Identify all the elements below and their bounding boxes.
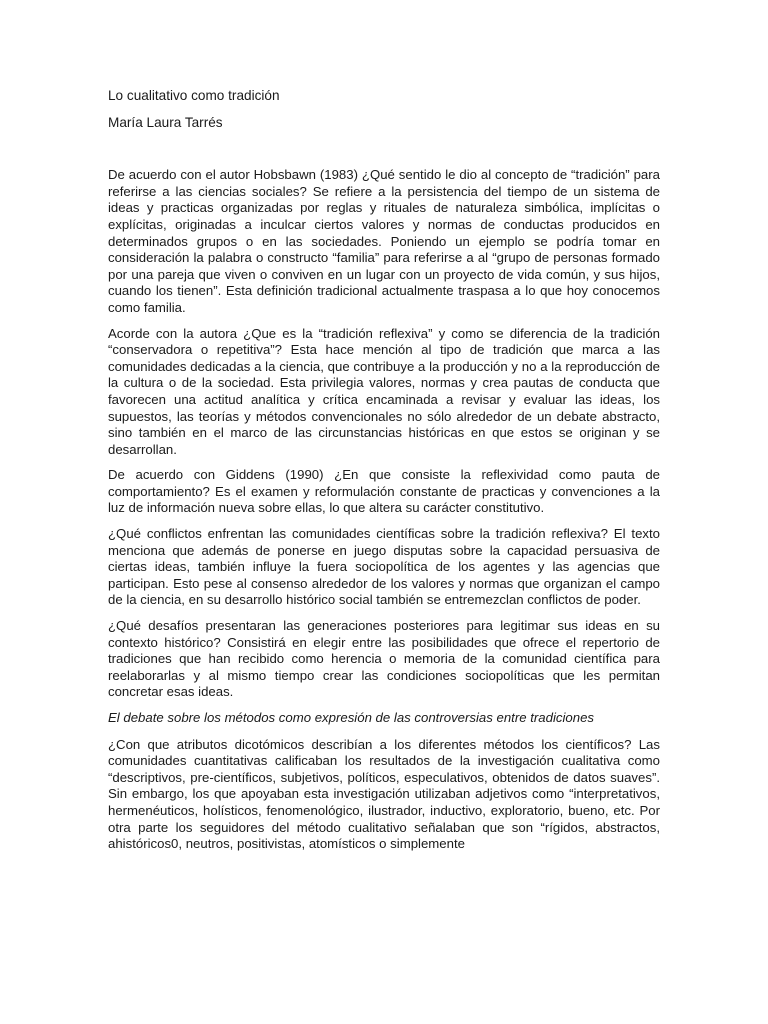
section-heading: El debate sobre los métodos como expresión de las controversias entre tradiciones bbox=[108, 710, 594, 725]
paragraph-conflictos: ¿Qué conflictos enfrentan las comunidades científicas sobre la tradición reflexiva? El texto menciona que además de ponerse en juego disputas sobre la capacidad persuasiva de ciertas ideas, también influye la fuera sociopolítica de los agentes y las agencias que participan. Esto pese al consenso alrededor de los valores y normas que organizan el campo de la ciencia, en su desarrollo histórico social también se entremezclan conflictos de poder. bbox=[108, 526, 660, 608]
paragraph-tradicion: De acuerdo con el autor Hobsbawn (1983) ¿Qué sentido le dio al concepto de “tradición” para referirse a las ciencias sociales? Se refiere a la persistencia del tiempo de un sistema de ideas y practicas organizadas por reglas y rituales de naturaleza simbólica, implícitas o explícitas, originadas a inculcar ciertos valores y normas de conductas producidos en determinados grupos o en las sociedades. Poniendo un ejemplo se podría tomar en consideración la palabra o constructo “familia” para referirse a al “grupo de personas formado por una pareja que viven o conviven en un lugar con un proyecto de vida común, y sus hijos, cuando los tienen”. Esta definición tradicional actualmente traspasa a lo que hoy conocemos como familia. bbox=[108, 167, 660, 315]
paragraph-desafios: ¿Qué desafíos presentaran las generaciones posteriores para legitimar sus ideas en su contexto histórico? Consistirá en elegir entre las posibilidades que ofrece el repertorio de tradiciones que han recibido como herencia o memoria de la comunidad científica para reelaborarlas y al mismo tiempo crear las condiciones sociopolíticas que les permitan concretar esas ideas. bbox=[108, 618, 660, 700]
paragraph-atributos: ¿Con que atributos dicotómicos describían a los diferentes métodos los científicos? Las comunidades cuantitativas calificaban los resultados de la investigación cualitativa como “descriptivos, pre-científicos, subjetivos, políticos, especulativos, obtenidos de datos suaves”. Sin embargo, los que apoyaban esta investigación utilizaban adjetivos como “interpretativos, hermenéuticos, holísticos, fenomenológico, ilustrador, inductivo, exploratorio, bueno, etc. Por otra parte los seguidores del método cualitativo señalaban que son “rígidos, abstractos, ahistóricos0, neutros, positivistas, atomísticos o simplemente bbox=[108, 736, 660, 852]
paragraph-tradicion-reflexiva: Acorde con la autora ¿Que es la “tradición reflexiva” y como se diferencia de la tradición “conservadora o repetitiva”? Esta hace mención al tipo de tradición que marca a las comunidades dedicadas a la ciencia, que contribuye a la producción y no a la reproducción de la cultura o de la sociedad. Esta privilegia valores, normas y crea pautas de conducta que favorecen una actitud analítica y crítica encaminada a revisar y evaluar las ideas, los supuestos, las teorías y métodos convencionales no sólo alrededor de un debate abstracto, sino también en el marco de las circunstancias históricas en que estos se originan y se desarrollan. bbox=[108, 325, 660, 457]
document-author: María Laura Tarrés bbox=[108, 114, 223, 130]
paragraph-reflexividad: De acuerdo con Giddens (1990) ¿En que consiste la reflexividad como pauta de comportamiento? Es el examen y reformulación constante de practicas y convenciones a la luz de información nueva sobre ellas, lo que altera su carácter constitutivo. bbox=[108, 467, 660, 516]
document-page bbox=[108, 88, 660, 862]
document-title: Lo cualitativo como tradición bbox=[108, 88, 280, 103]
